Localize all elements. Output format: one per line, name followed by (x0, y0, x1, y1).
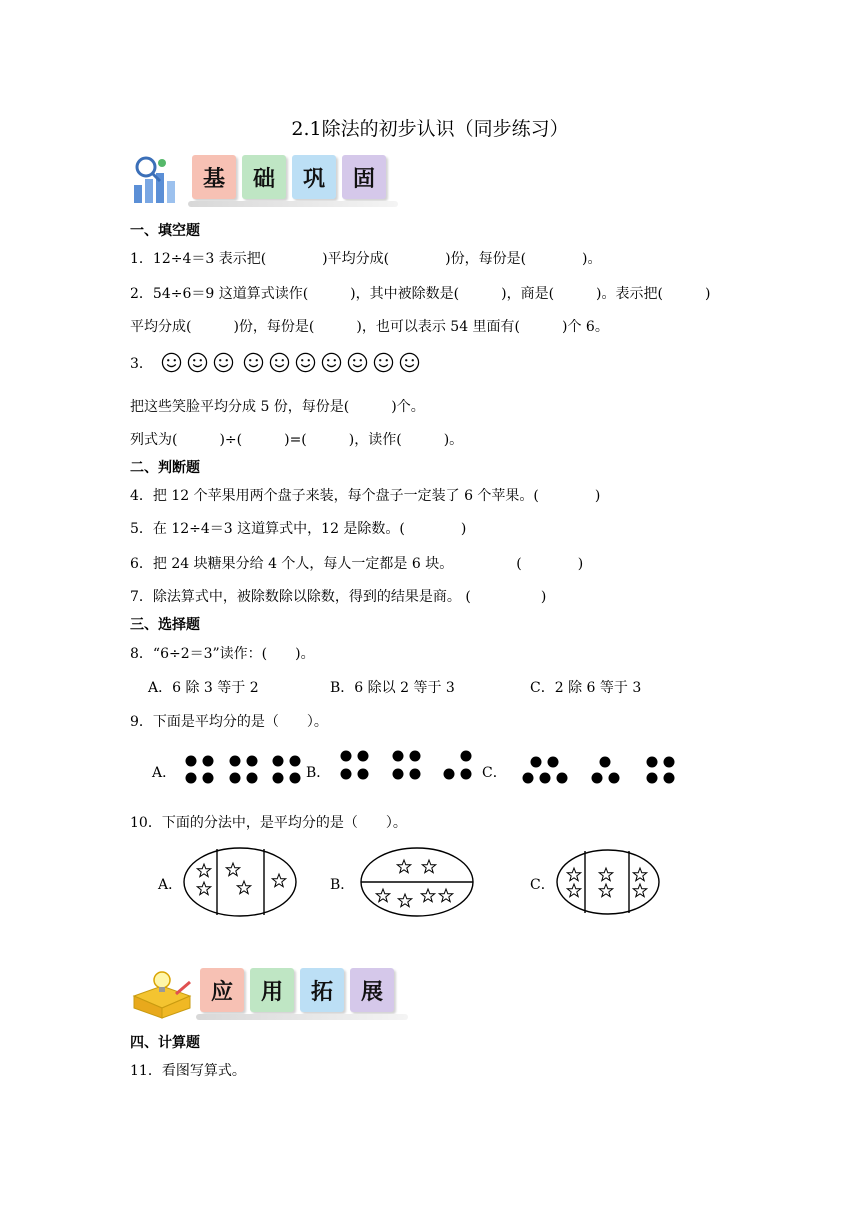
q9-figure-c (523, 757, 675, 784)
banner2-tile-4: 展 (350, 968, 394, 1012)
question-3-text-b: 列式为( )÷( )=( )，读作( )。 (130, 432, 464, 448)
question-5: 5．在 12÷4＝3 这道算式中，12 是除数。( ) (130, 521, 467, 537)
section-calc-heading: 四、计算题 (130, 1035, 200, 1051)
banner-tile-1: 基 (192, 155, 236, 199)
q10-label-c: C． (530, 877, 555, 893)
smiley-face-icon (295, 352, 316, 373)
question-2-line-2: 平均分成( )份，每份是( )，也可以表示 54 里面有( )个 6。 (130, 319, 609, 335)
question-10: 10．下面的分法中，是平均分的是（ ）。 (130, 815, 407, 831)
q10-figure-a (184, 848, 296, 916)
q9-figure-a (186, 756, 301, 784)
page-title: 2.1除法的初步认识（同步练习） (291, 118, 569, 140)
banner-basic (128, 155, 398, 207)
smiley-row (161, 352, 425, 373)
q9-figure-b (341, 751, 472, 780)
smiley-face-icon (373, 352, 394, 373)
banner-tile-4: 固 (342, 155, 386, 199)
question-3-number: 3． (130, 355, 153, 372)
section-fill-heading: 一、填空题 (130, 223, 200, 239)
section-choice-heading: 三、选择题 (130, 617, 200, 633)
banner-apply (128, 968, 408, 1020)
smiley-face-icon (161, 352, 182, 373)
smiley-face-icon (269, 352, 290, 373)
question-3-row (130, 352, 425, 373)
q10-label-a: A． (158, 877, 183, 893)
magnifier-chart-icon (128, 155, 188, 207)
question-6: 6．把 24 块糖果分给 4 个人，每人一定都是 6 块。 ( ) (130, 556, 584, 572)
question-9: 9．下面是平均分的是（ ）。 (130, 714, 328, 730)
banner2-tile-1: 应 (200, 968, 244, 1012)
smiley-face-icon (321, 352, 342, 373)
q10-label-b: B． (330, 877, 355, 893)
banner2-tile-2: 用 (250, 968, 294, 1012)
smiley-face-icon (243, 352, 264, 373)
smiley-face-icon (213, 352, 234, 373)
question-1: 1．12÷4＝3 表示把( )平均分成( )份，每份是( )。 (130, 251, 602, 267)
question-2-line-1: 2．54÷6＝9 这道算式读作( )，其中被除数是( )，商是( )。表示把( ) (130, 286, 711, 302)
question-4: 4．把 12 个苹果用两个盘子来装，每个盘子一定装了 6 个苹果。( ) (130, 488, 601, 504)
smiley-face-icon (187, 352, 208, 373)
q9-label-c: C． (482, 765, 507, 781)
banner-underline (188, 201, 398, 207)
q10-ellipse-figures (0, 840, 860, 930)
q9-label-b: B． (306, 765, 331, 781)
q10-figure-b (361, 848, 473, 916)
q10-figure-c (557, 850, 659, 914)
question-11: 11．看图写算式。 (130, 1063, 246, 1079)
banner-tile-3: 巩 (292, 155, 336, 199)
section-judge-heading: 二、判断题 (130, 460, 200, 476)
q8-option-c: C．2 除 6 等于 3 (530, 680, 642, 696)
q8-option-a: A．6 除 3 等于 2 (148, 680, 259, 696)
question-7: 7．除法算式中，被除数除以除数，得到的结果是商。 ( ) (130, 589, 547, 605)
smiley-face-icon (399, 352, 420, 373)
question-3-text-a: 把这些笑脸平均分成 5 份，每份是( )个。 (130, 399, 425, 415)
banner2-tile-3: 拓 (300, 968, 344, 1012)
q8-option-b: B．6 除以 2 等于 3 (330, 680, 455, 696)
banner2-underline (196, 1014, 408, 1020)
q9-label-a: A． (152, 765, 177, 781)
banner-tile-2: 础 (242, 155, 286, 199)
question-8: 8．“6÷2＝3”读作：( )。 (130, 646, 315, 662)
q9-dot-figures (0, 740, 860, 790)
lightbulb-box-icon (128, 968, 196, 1020)
smiley-face-icon (347, 352, 368, 373)
